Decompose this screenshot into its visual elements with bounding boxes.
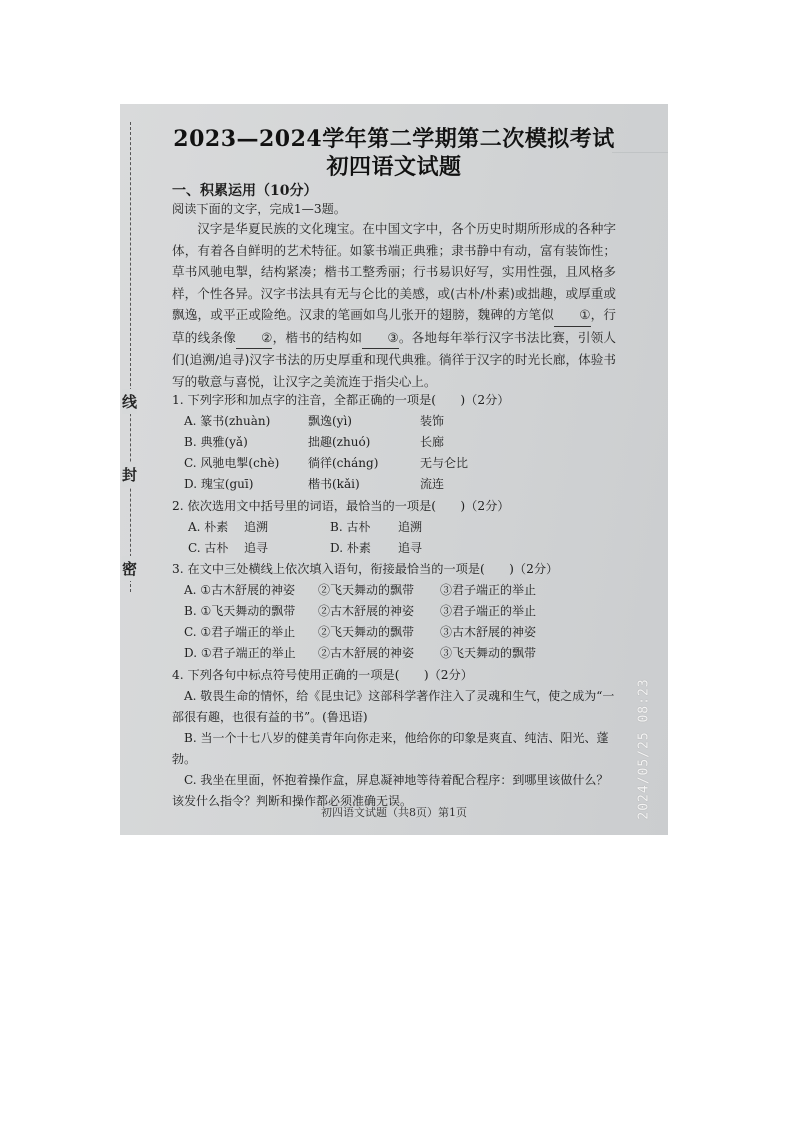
q3-a-c1: A. ①古木舒展的神姿	[184, 583, 296, 597]
q1-d-c3: 流连	[420, 477, 445, 491]
q1-d-c1: D. 瑰宝(guī)	[184, 477, 254, 491]
binding-dashed-line	[130, 122, 131, 592]
q3-c-c2: ②飞天舞动的飘带	[318, 625, 415, 639]
q3-c-c1: C. ①君子端正的举止	[184, 625, 296, 639]
q3-c-c3: ③古木舒展的神姿	[440, 625, 537, 639]
q1-d-c2: 楷书(kǎi)	[308, 477, 360, 491]
q1-b-c3: 长廊	[420, 435, 445, 449]
passage-text-1: 汉字是华夏民族的文化瑰宝。在中国文字中，各个历史时期所形成的各种字体，有着各自鲜明的艺术特征。如篆书端正典雅；隶书静中有动，富有装饰性；草书风驰电掣，结构紧凑；楷书工整秀丽；行书易识好写，实用性强，且风格多样，个性各异。汉字书法具有无与仑比的美感，或(古朴/朴素)或拙趣，或厚重或飘逸，或平正或险绝。汉隶的笔画如鸟儿张开的翅膀，魏碑的方笔似	[172, 221, 616, 322]
question-1-stem: 1. 下列字形和加点字的注音，全都正确的一项是( )（2分）	[172, 393, 510, 407]
q1-a-c1: A. 篆书(zhuàn)	[184, 414, 271, 428]
q2-c-w1: C. 古朴	[188, 541, 229, 555]
q3-a-c2: ②飞天舞动的飘带	[318, 583, 415, 597]
q3-d-c3: ③飞天舞动的飘带	[440, 646, 537, 660]
binding-char-feng: 封	[122, 462, 137, 487]
timestamp-text: 2024/05/25 08:23	[636, 678, 652, 820]
q1-c-c2: 徜徉(cháng)	[308, 456, 379, 470]
q2-c-w2: 追寻	[244, 541, 269, 555]
passage-text-4: 。各地每年举行汉字书法比赛，引领人们(追溯/追寻)汉字书法的历史厚重和现代典雅。徜徉于汉字的时光长廊，体验书写的敬意与喜悦，让汉字之美流连于指尖心上。	[172, 329, 617, 389]
question-2-stem: 2. 依次选用文中括号里的词语，最恰当的一项是( )（2分）	[172, 499, 510, 513]
photo-timestamp	[632, 664, 656, 834]
passage-text-2: ，行草的线条像	[172, 307, 617, 345]
q4-option-b: B. 当一个十七八岁的健美青年向你走来，他给你的印象是爽直、纯洁、阳光、蓬勃。	[172, 731, 609, 766]
binding-char-xian: 线	[122, 389, 137, 414]
q1-c-c1: C. 风驰电掣(chè)	[184, 456, 280, 470]
blank-3: ③	[362, 327, 398, 350]
q1-b-c1: B. 典雅(yǎ)	[184, 435, 248, 449]
q3-d-c1: D. ①君子端正的举止	[184, 646, 296, 660]
q2-a-w2: 追溯	[244, 520, 269, 534]
q3-b-c3: ③君子端正的举止	[440, 604, 537, 618]
q2-b-w2: 追溯	[398, 520, 423, 534]
reading-passage	[172, 218, 616, 392]
question-4-stem: 4. 下列各句中标点符号使用正确的一项是( )（2分）	[172, 668, 473, 682]
passage-text-3: ，楷书的结构如	[272, 329, 363, 345]
q2-d-w1: D. 朴素	[330, 541, 371, 555]
section-heading: 一、积累运用（10分）	[172, 183, 318, 199]
page-footer: 初四语文试题（共8页）第1页	[321, 806, 467, 819]
q3-b-c1: B. ①飞天舞动的飘带	[184, 604, 296, 618]
q1-a-c2: 飘逸(yì)	[308, 414, 352, 428]
exam-title: 2023—2024学年第二学期第二次模拟考试	[173, 126, 615, 152]
blank-1: ①	[554, 304, 590, 327]
q4-options	[172, 686, 618, 812]
q2-d-w2: 追寻	[398, 541, 423, 555]
blank-2: ②	[236, 327, 272, 350]
q1-c-c3: 无与仑比	[420, 456, 469, 470]
q1-a-c3: 装饰	[420, 414, 445, 428]
q3-b-c2: ②古木舒展的神姿	[318, 604, 415, 618]
question-3-stem: 3. 在文中三处横线上依次填入语句，衔接最恰当的一项是( )（2分）	[172, 562, 559, 576]
exam-photo	[120, 104, 668, 835]
binding-char-mi: 密	[122, 556, 137, 581]
reading-instruction: 阅读下面的文字，完成1—3题。	[172, 202, 346, 216]
q4-option-a: A. 敬畏生命的情怀，给《昆虫记》这部科学著作注入了灵魂和生气，使之成为“一部很有趣，也很有益的书”。(鲁迅语)	[172, 689, 615, 724]
q2-a-w1: A. 朴素	[188, 520, 229, 534]
exam-subtitle: 初四语文试题	[326, 154, 462, 180]
q3-a-c3: ③君子端正的举止	[440, 583, 537, 597]
exam-sheet	[120, 104, 668, 835]
q1-b-c2: 拙趣(zhuó)	[308, 435, 371, 449]
q4-option-c: C. 我坐在里面，怀抱着操作盒，屏息凝神地等待着配合程序：到哪里该做什么？该发什么指令？判断和操作都必须准确无误。	[172, 773, 609, 808]
q2-b-w1: B. 古朴	[330, 520, 371, 534]
q3-d-c2: ②古木舒展的神姿	[318, 646, 415, 660]
